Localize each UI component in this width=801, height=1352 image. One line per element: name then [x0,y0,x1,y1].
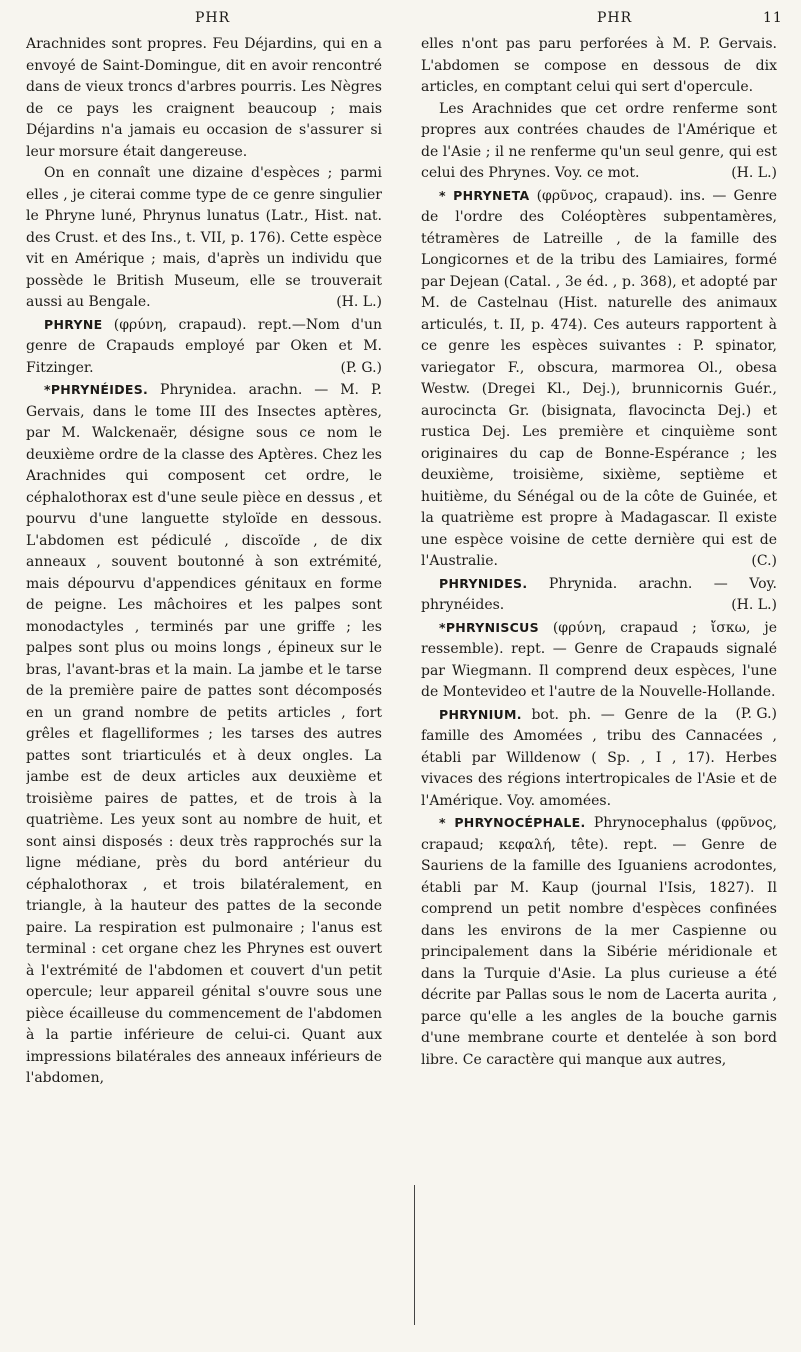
entry-headword: * PHRYNETA [439,187,530,203]
running-head-right: PHR [597,10,633,26]
entry-body: (φρῦνος, crapaud). ins. — Genre de l'ordre des Coléoptères subpentamères, tétramères de Latreille , de la famille des Longicornes et de la tribu des Lamiaires, formé par Dejean (Catal. , 3e éd. , p. 368), et adopté par M. de Castelnau (Hist. naturelle des animaux articulés, t. II, p. 474). Ces auteurs rapportent à ce genre les espèces suivantes : P. spinator, variegator F., obscura, marmorea Ol., obesa Westw. (Dregei Kl., Dej.), brunnicornis Guér., aurocincta Gr. (bisignata, flavocincta Dej.) et rustica Dej. Les première et cinquième sont originaires du cap de Bonne-Espérance ; les deuxième, troisième, sixième, septième et huitième, du Sénégal ou de la côte de Guinée, et la quatrième est propre à Madagascar. Il existe une espèce voisine de cette dernière qui est de l'Australie. [421,187,777,569]
paragraph-text: Les Arachnides que cet ordre renferme sont propres aux contrées chaudes de l'Amérique et de l'Asie ; il ne renferme qu'un seul genre, qui est celui des Phrynes. Voy. ce mot. [421,100,777,181]
author-signature: (H. L.) [336,294,382,310]
entry-phryne [26,314,382,380]
running-head [0,10,801,34]
margin-rule [414,1185,415,1325]
author-signature: (H. L.) [731,597,777,613]
author-signature: (P. G.) [735,705,777,722]
entry-phryneta [421,185,777,573]
entry-phrynides [421,573,777,617]
entry-headword: * PHRYNOCÉPHALE. [439,815,586,830]
paragraph-continued: Arachnides sont propres. Feu Déjardins, qui en a envoyé de Saint-Domingue, dit en avoir rencontré dans de vieux troncs d'arbres pourris. Les Nègres de ce pays les craignent beaucoup ; mais Déjardins n'a jamais eu occasion de s'assurer si leur morsure était dangereuse. [26,36,382,160]
entry-phryneides [26,379,382,1090]
running-head-left: PHR [195,10,231,26]
entry-headword: *PHRYNÉIDES. [44,382,149,397]
right-column [421,34,777,1334]
entry-headword: PHRYNIUM. [439,706,522,722]
entry-headword: PHRYNE [44,316,103,332]
paragraph [421,99,777,185]
entry-phrynocephale [421,812,777,1071]
paragraph [26,163,382,314]
paragraph-continued: elles n'ont pas paru perforées à M. P. Gervais. L'abdomen se compose en dessous de dix articles, en comptant celui qui sert d'opercule. [421,36,777,95]
left-column [26,34,382,1334]
page-number: 11 [763,10,783,26]
entry-headword: PHRYNIDES. [439,575,528,591]
entry-body: Phrynocephalus (φρῦνος, crapaud; κεφαλή, tête). rept. — Genre de Sauriens de la famille des Iguaniens acrodontes, établi par M. Kaup (journal l'Isis, 1827). Il comprend un petit nombre d'espèces confinées dans les environs de la mer Caspienne ou principalement dans la Sibérie méridionale et dans la Turquie d'Asie. La plus curieuse a été décrite par Pallas sous le nom de Lacerta aurita , parce qu'elle a les angles de la bouche garnis d'une membrane courte et dentelée à son bord libre. Ce caractère qui manque aux autres, [421,815,777,1068]
paragraph-text: On en connaît une dizaine d'espèces ; parmi elles , je citerai comme type de ce genre singulier le Phryne luné, Phrynus lunatus (Latr., Hist. nat. des Crust. et des Ins., t. VII, p. 176). Cette espèce vit en Amérique ; mais, d'après un individu que possède le British Museum, elle se trouverait aussi au Bengale. [26,165,382,310]
entry-body: (φρύνη, crapaud). rept.—Nom d'un genre de Crapauds employé par Oken et M. Fitzinger. [26,316,382,376]
author-signature: (H. L.) [731,165,777,181]
author-signature: (P. G.) [340,359,382,376]
author-signature: (C.) [751,553,777,569]
entry-body: Phrynida. arachn. — Voy. phrynéides. [421,575,777,613]
entry-body: bot. ph. — Genre de la famille des Amomées , tribu des Cannacées , établi par Willdenow ( Sp. , I , 17). Herbes vivaces des régions intertropicales de l'Asie et de l'Amérique. Voy. amomées. [421,706,777,809]
entry-headword: *PHRYNISCUS [439,619,539,635]
entry-body: (φρύνη, crapaud ; ἴσκω, je ressemble). rept. — Genre de Crapauds signalé par Wiegmann. Il comprend deux espèces, l'une de Montevideo et l'autre de la Nouvelle-Hollande. [421,619,777,700]
entry-body: Phrynidea. arachn. — M. P. Gervais, dans le tome III des Insectes aptères, par M. Walckenaër, désigne sous ce nom le deuxième ordre de la classe des Aptères. Chez les Arachnides qui composent cet ordre, le céphalothorax est d'une seule pièce en dessus , et pourvu d'une languette styloïde en dessous. L'abdomen est pédiculé , discoïde , de dix anneaux , souvent boutonné à son extrémité, mais dépourvu d'appendices génitaux en forme de peigne. Les mâchoires et les palpes sont monodactyles , terminés par une griffe ; les palpes sont plus ou moins longs , épineux sur le bras, l'avant-bras et la main. La jambe et le tarse de la première paire de pattes sont décomposés en un grand nombre de petits articles , fort grêles et flagelliformes ; les tarses des autres pattes sont triarticulés et à deux ongles. La jambe est de deux articles aux deuxième et troisième paires de pattes, et de trois à la quatrième. Les yeux sont au nombre de huit, et sont ainsi disposés : deux très rapprochés sur la ligne médiane, près du bord antérieur du céphalothorax , et trois bilatéralement, en triangle, à la hauteur des pattes de la seconde paire. La respiration est pulmonaire ; l'anus est terminal : cet organe chez les Phrynes est ouvert à l'extrémité de l'abdomen et couvert d'un petit opercule; leur appareil génital s'ouvre sous une pièce écailleuse du commencement de l'abdomen à la partie inférieure de celui-ci. Quant aux impressions bilatérales des anneaux inférieurs de l'abdomen, [26,382,382,1086]
